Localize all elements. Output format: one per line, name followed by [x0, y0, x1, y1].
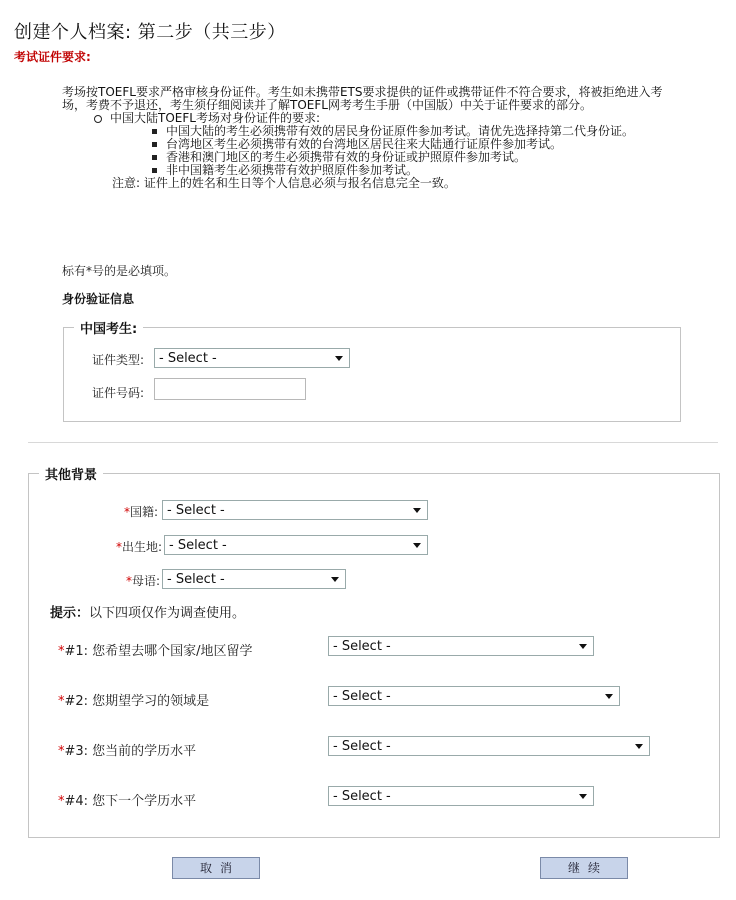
requirements-heading: 考试证件要求: [14, 50, 91, 64]
survey-4-label: *#4: 您下一个学历水平 [58, 794, 197, 809]
required-star: * [58, 794, 65, 809]
nationality-select[interactable] [162, 500, 428, 520]
id-type-select-value: - Select - [159, 351, 217, 366]
survey-4-select[interactable] [328, 786, 594, 806]
required-star: * [125, 574, 132, 588]
section-divider [28, 442, 718, 443]
continue-button[interactable]: 继续 [540, 857, 628, 879]
required-star: * [58, 744, 65, 759]
survey-2-select[interactable] [328, 686, 620, 706]
mainland-title: 中国大陆TOEFL考场对身份证件的要求: [110, 111, 320, 125]
mainland-requirements [94, 112, 682, 177]
chevron-down-icon [413, 543, 421, 548]
cancel-button[interactable]: 取消 [172, 857, 260, 879]
chevron-down-icon [331, 577, 339, 582]
page-title: 创建个人档案: 第二步（共三步） [14, 22, 286, 44]
nationality-label: *国籍: [123, 505, 158, 519]
survey-1-select-value: - Select - [333, 639, 391, 654]
survey-3-select-value: - Select - [333, 739, 391, 754]
nationality-select-value: - Select - [167, 503, 225, 518]
survey-3-label: *#3: 您当前的学历水平 [58, 744, 197, 759]
native-language-select-value: - Select - [167, 572, 225, 587]
chevron-down-icon [635, 744, 643, 749]
survey-hint [50, 602, 245, 621]
chevron-down-icon [335, 356, 343, 361]
requirements-intro: 考场按TOEFL要求严格审核身份证件。考生如未携带ETS要求提供的证件或携带证件不符合要求，将被拒绝进入考场，考费不予退还，考生须仔细阅读并了解TOEFL网考考生手册（中国版）中关于证件要求的部分。 [62, 85, 663, 112]
id-number-label: 证件号码: [91, 386, 144, 400]
identity-section-title: 身份验证信息 [62, 292, 135, 306]
native-language-label: *母语: [125, 574, 160, 588]
required-star: * [115, 540, 122, 554]
survey-2-label: *#2: 您期望学习的领域是 [58, 694, 210, 709]
required-star: * [123, 505, 130, 519]
requirement-item: 中国大陆的考生必须携带有效的居民身份证原件参加考试。请优先选择持第二代身份证。 [150, 125, 682, 138]
chinese-candidate-legend: 中国考生: [80, 322, 138, 337]
chevron-down-icon [579, 644, 587, 649]
chevron-down-icon [605, 694, 613, 699]
requirement-item: 香港和澳门地区的考生必须携带有效的身份证或护照原件参加考试。 [150, 151, 682, 164]
background-legend: 其他背景 [45, 468, 98, 483]
required-fields-note: 标有*号的是必填项。 [62, 264, 177, 278]
requirements-body [62, 86, 682, 190]
required-star: * [58, 644, 65, 659]
survey-1-label: *#1: 您希望去哪个国家/地区留学 [58, 644, 253, 659]
survey-3-select[interactable] [328, 736, 650, 756]
chevron-down-icon [413, 508, 421, 513]
requirements-note: 注意: 证件上的姓名和生日等个人信息必须与报名信息完全一致。 [112, 176, 456, 190]
survey-1-select[interactable] [328, 636, 594, 656]
requirement-item: 非中国籍考生必须携带有效护照原件参加考试。 [150, 164, 682, 177]
native-language-select[interactable] [162, 569, 346, 589]
survey-4-select-value: - Select - [333, 789, 391, 804]
survey-2-select-value: - Select - [333, 689, 391, 704]
id-type-select[interactable] [154, 348, 350, 368]
birthplace-select[interactable] [164, 535, 428, 555]
chevron-down-icon [579, 794, 587, 799]
birthplace-label: *出生地: [115, 540, 162, 554]
chinese-candidate-fieldset [63, 318, 681, 422]
survey-hint-text: 以下四项仅作为调查使用。 [89, 606, 246, 621]
id-number-input[interactable] [154, 378, 306, 400]
requirement-item: 台湾地区考生必须携带有效的台湾地区居民往来大陆通行证原件参加考试。 [150, 138, 682, 151]
id-type-label: 证件类型: [91, 353, 144, 367]
birthplace-select-value: - Select - [169, 538, 227, 553]
mainland-items [150, 125, 682, 177]
survey-hint-label: 提示： [50, 606, 90, 621]
required-star: * [58, 694, 65, 709]
requirements-list [94, 112, 682, 177]
